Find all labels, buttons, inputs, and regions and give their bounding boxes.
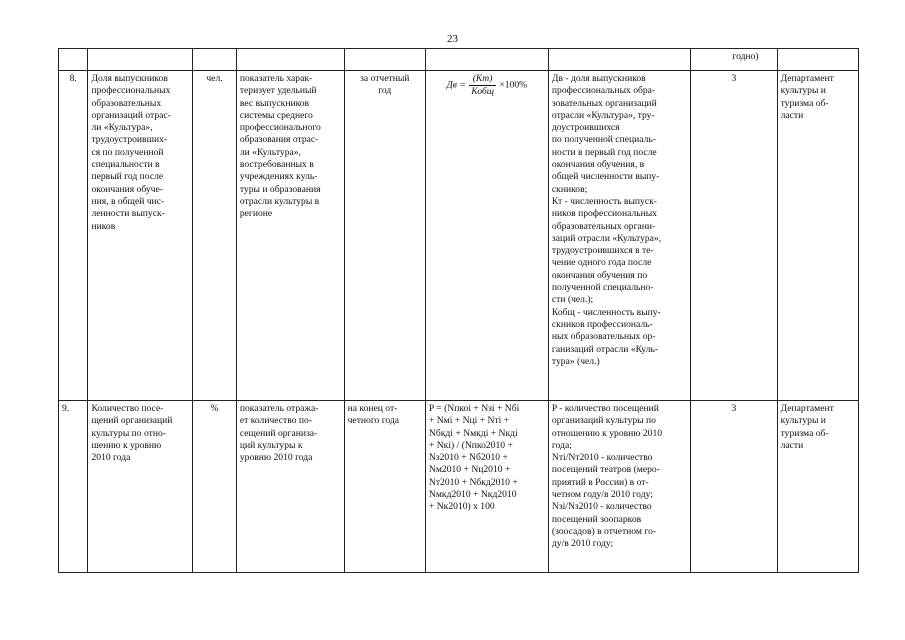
text-line: специальности в: [91, 159, 160, 171]
text-line: Кт - численность выпуск-: [551, 195, 657, 207]
text-line: отрасли культуры в: [239, 195, 320, 207]
text-line: ли «Культура»,: [239, 146, 301, 158]
text-line: учреждениях куль-: [239, 171, 318, 183]
cell: [425, 49, 548, 71]
text-line: окончания обучения, в: [551, 159, 645, 171]
page-number: 23: [447, 33, 458, 45]
text-line: показатель отража-: [239, 403, 319, 414]
text-line: Департамент: [780, 403, 834, 414]
text-line: показатель харак-: [239, 73, 313, 84]
text-line: туризма об-: [780, 97, 829, 109]
text-line: по полученной специаль-: [551, 134, 656, 146]
text-line: заций отрасли «Культура»,: [551, 232, 662, 244]
indicator-name: [88, 71, 193, 401]
text-line: Nтi/Nт2010 - количество: [551, 452, 653, 464]
text-line: (зоосадов) в отчетном го-: [551, 525, 657, 537]
text-line: на конец от-: [347, 403, 398, 414]
text-line: + Nмі + Nці + Nті +: [428, 415, 510, 427]
cell: [777, 49, 858, 71]
text-line: трудоустроивших-: [91, 134, 168, 146]
text-line: ду/в 2010 году;: [551, 538, 614, 550]
text-line: сещений организа-: [239, 427, 318, 439]
text-line: организаций отрас-: [91, 109, 171, 121]
text-line: уровню 2010 года: [239, 452, 313, 464]
text-line: организаций культуры по: [551, 415, 656, 427]
text-line: ных образовательных ор-: [551, 331, 656, 343]
text-line: тура» (чел.): [551, 355, 600, 367]
text-line: за отчетный: [360, 73, 410, 84]
text-line: туризма об-: [780, 427, 829, 439]
text-line: P = (Nпкоі + Nзі + Nбі: [428, 403, 520, 414]
text-line: шению к уровню: [91, 439, 162, 451]
text-line: профессиональных: [91, 85, 171, 97]
text-line: ся по полученной: [91, 146, 164, 158]
indicator-description: [236, 71, 344, 401]
continuation-row: [59, 49, 859, 71]
text-line: полученной специально-: [551, 282, 654, 294]
text-line: ет количество по-: [239, 415, 313, 427]
text-line: ласти: [780, 109, 804, 121]
text-line: посещений зоопарков: [551, 513, 642, 525]
text-line: отношению к уровню 2010: [551, 427, 663, 439]
text-line: ности в первый год после: [551, 146, 657, 158]
text-line: чение одного года после: [551, 257, 652, 269]
formula: [425, 401, 548, 573]
text-line: туры и образования: [239, 183, 321, 195]
indicator-name: [88, 401, 193, 573]
responsible: [777, 401, 858, 573]
value: 3: [691, 401, 777, 573]
text-line: ций культуры к: [239, 439, 303, 451]
text-line: ганизаций отрасли «Куль-: [551, 343, 659, 355]
text-line: скников;: [551, 183, 588, 195]
text-line: культуры и: [780, 85, 826, 97]
text-line: + Nкі) / (Nпко2010 +: [428, 439, 513, 451]
text-line: ласти: [780, 439, 804, 451]
formula-denominator: Кобщ: [471, 86, 494, 97]
value: 3: [691, 71, 777, 401]
text-line: теризует удельный: [239, 85, 317, 97]
text-line: Nм2010 + Nц2010 +: [428, 464, 511, 476]
cell: [548, 49, 690, 71]
text-line: Nбкді + Nмкді + Nкді: [428, 427, 518, 439]
text-line: приятий в России) в от-: [551, 476, 649, 488]
continuation-text: годно): [691, 49, 777, 71]
period: [344, 71, 425, 401]
text-line: вес выпускников: [239, 97, 310, 109]
formula: [425, 71, 548, 401]
table-row: [59, 71, 859, 401]
row-number: 9.: [59, 401, 88, 573]
text-line: трудоустроившихся в те-: [551, 245, 654, 257]
formula-fraction: [469, 73, 496, 98]
text-line: доустроившихся: [551, 122, 620, 134]
text-line: культуры и: [780, 415, 826, 427]
text-line: ников: [91, 220, 116, 232]
text-line: + Nк2010) x 100: [428, 501, 495, 513]
text-line: востребованных в: [239, 159, 314, 171]
text-line: образовательных: [91, 97, 162, 109]
cell: [344, 49, 425, 71]
unit: %: [193, 401, 237, 573]
text-line: Количество посе-: [91, 403, 164, 414]
text-line: года;: [551, 439, 572, 451]
text-line: четного года: [347, 415, 400, 427]
formula-numerator: (Кт): [469, 73, 496, 86]
text-line: скников профессиональ-: [551, 318, 653, 330]
text-line: системы среднего: [239, 109, 313, 121]
cell: [236, 49, 344, 71]
text-line: профессионального: [239, 122, 321, 134]
cell: [88, 49, 193, 71]
text-line: отрасли «Культура», тру-: [551, 109, 655, 121]
text-line: P - количество посещений: [551, 403, 659, 414]
text-line: 2010 года: [91, 452, 131, 464]
text-line: Nт2010 + Nбкд2010 +: [428, 476, 518, 488]
text-line: зовательных организаций: [551, 97, 657, 109]
text-line: четном году/в 2010 году;: [551, 489, 653, 501]
formula-explanation: [548, 71, 690, 401]
table-row: [59, 401, 859, 573]
text-line: Nзi/Nз2010 - количество: [551, 501, 652, 513]
period: [344, 401, 425, 573]
text-line: первый год после: [91, 171, 164, 183]
text-line: щений организаций: [91, 415, 173, 427]
formula-lhs: Дв =: [446, 79, 466, 91]
text-line: ленности выпуск-: [91, 208, 165, 220]
text-line: Nмкд2010 + Nкд2010: [428, 489, 517, 501]
text-line: Департамент: [780, 73, 834, 84]
cell: [193, 49, 237, 71]
formula-rhs: ×100%: [499, 79, 528, 91]
text-line: Доля выпускников: [91, 73, 168, 84]
text-line: сти (чел.);: [551, 294, 594, 306]
text-line: образовательных органи-: [551, 220, 656, 232]
text-line: ли «Культура»,: [91, 122, 153, 134]
text-line: регионе: [239, 208, 273, 220]
text-line: профессиональных обра-: [551, 85, 656, 97]
text-line: общей численности выпу-: [551, 171, 660, 183]
formula-explanation: [548, 401, 690, 573]
text-line: культуры по отно-: [91, 427, 166, 439]
row-number: 8.: [59, 71, 88, 401]
cell: [59, 49, 88, 71]
unit: чел.: [193, 71, 237, 401]
responsible: [777, 71, 858, 401]
indicators-table: [58, 48, 859, 573]
text-line: Nз2010 + Nб2010 +: [428, 452, 508, 464]
text-line: ников профессиональных: [551, 208, 657, 220]
text-line: Дв - доля выпускников: [551, 73, 646, 84]
text-line: окончания обучения по: [551, 269, 648, 281]
text-line: окончания обуче-: [91, 183, 163, 195]
text-line: посещений театров (меро-: [551, 464, 660, 476]
text-line: Кобщ - численность выпу-: [551, 306, 661, 318]
text-line: ния, в общей чис-: [91, 195, 165, 207]
text-line: год: [378, 85, 392, 97]
indicator-description: [236, 401, 344, 573]
text-line: образования отрас-: [239, 134, 319, 146]
